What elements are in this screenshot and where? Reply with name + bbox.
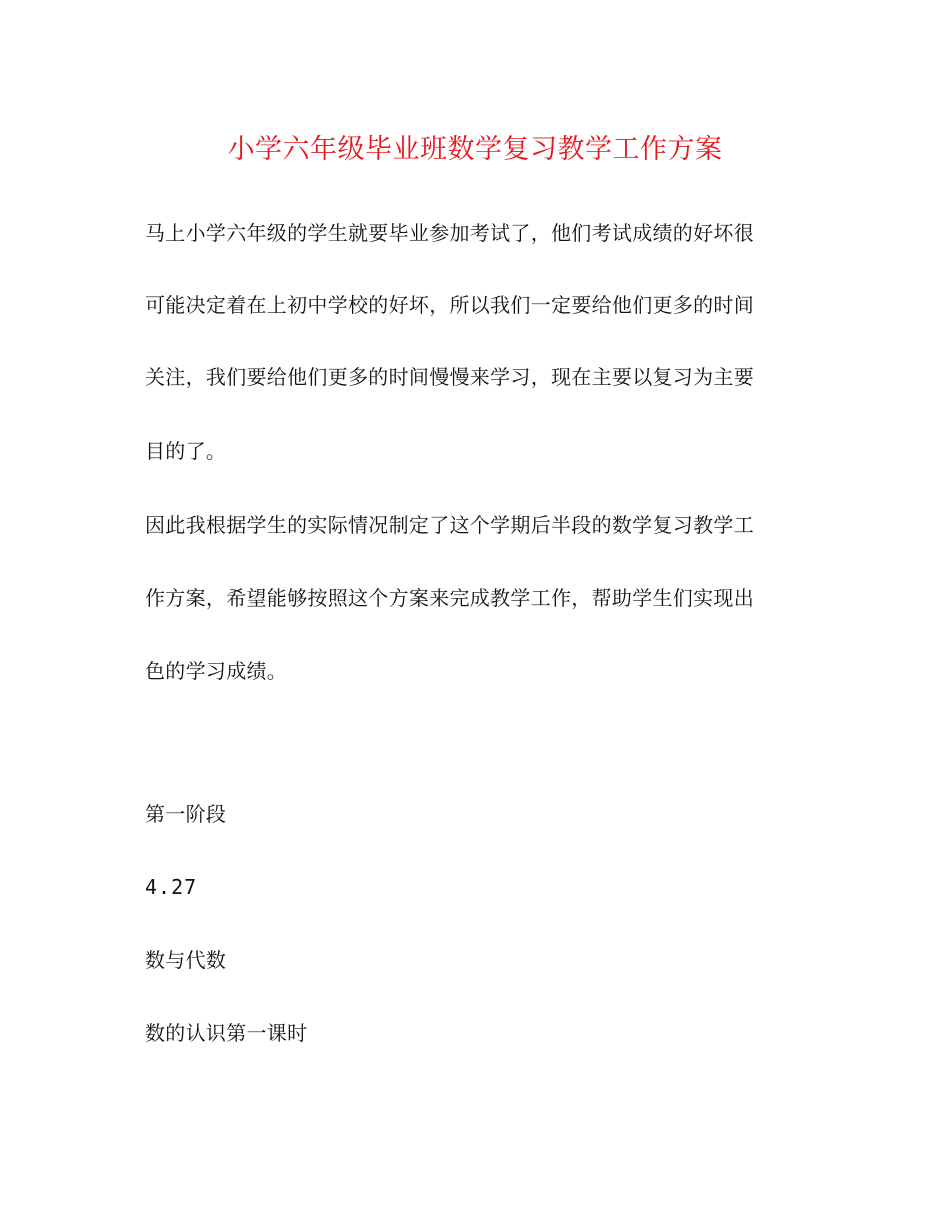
plan-line: 作方案，希望能够按照这个方案来完成教学工作，帮助学生们实现出 [145,586,754,610]
stage-date: 4.27 [145,875,198,899]
plan-line: 色的学习成绩。 [145,659,288,683]
intro-line: 目的了。 [145,439,227,463]
intro-line: 马上小学六年级的学生就要毕业参加考试了，他们考试成绩的好坏很 [145,221,754,245]
stage-lesson: 数的认识第一课时 [145,1021,308,1045]
stage-name: 第一阶段 [145,802,227,826]
plan-line: 因此我根据学生的实际情况制定了这个学期后半段的数学复习教学工 [145,513,754,537]
stage-topic: 数与代数 [145,948,227,972]
intro-line: 关注，我们要给他们更多的时间慢慢来学习，现在主要以复习为主要 [145,365,754,389]
document-title: 小学六年级毕业班数学复习教学工作方案 [227,134,723,165]
intro-line: 可能决定着在上初中学校的好坏，所以我们一定要给他们更多的时间 [145,293,754,317]
